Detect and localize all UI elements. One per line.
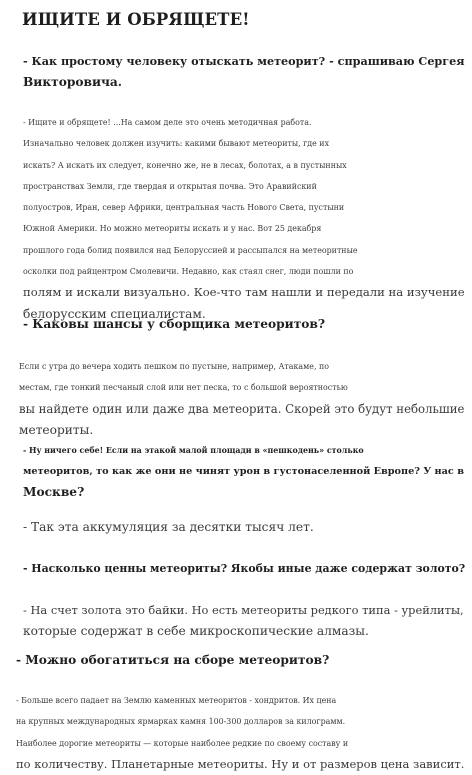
- answer-1-line: искать? А искать их следует, конечно же, не в лесах, болотах, а в пустынных: [23, 160, 347, 170]
- answer-2-line: местам, где тонкий песчаный слой или нет песка, то с большой вероятностью: [19, 383, 348, 393]
- answer-1-line: осколки под райцентром Смолевичи. Недавно, как стаял снег, люди пошли по: [23, 267, 354, 277]
- answer-1-line: Южной Америки. Но можно метеориты искать и у нас. Вот 25 декабря: [23, 224, 322, 234]
- answer-2: [19, 356, 464, 441]
- question-3: [23, 440, 464, 503]
- answer-2-line: метеориты.: [19, 422, 94, 437]
- article-heading: ИЩИТЕ И ОБРЯЩЕТЕ!: [22, 10, 250, 29]
- question-5-line: - Можно обогатиться на сборе метеоритов?: [16, 653, 330, 667]
- question-2: [23, 314, 325, 335]
- answer-5: [16, 690, 464, 775]
- answer-1-line: полуостров, Иран, север Африки, центральная часть Нового Света, пустыни: [23, 203, 345, 213]
- answer-4: [23, 600, 464, 643]
- question-5: [16, 650, 329, 671]
- answer-4-line: которые содержат в себе микроскопические алмазы.: [23, 624, 369, 639]
- answer-1-line: - Ищите и обрящете! ...На самом деле это очень методичная работа.: [23, 118, 312, 127]
- answer-1-line: пространствах Земли, где твердая и открытая почва. Это Аравийский: [23, 181, 317, 191]
- answer-1-line: прошлого года болид появился над Белоруссией и рассыпался на метеоритные: [23, 245, 358, 255]
- answer-3-line: - Так эта аккумуляция за десятки тысяч лет.: [23, 520, 314, 534]
- answer-5-line: Наиболее дорогие метеориты — которые наиболее редкие по своему составу и: [16, 738, 349, 748]
- answer-4-line: - На счет золота это байки. Но есть метеориты редкого типа - урейлиты,: [23, 603, 464, 617]
- answer-1-line: белорусским специалистам.: [23, 306, 206, 321]
- answer-5-line: по количеству. Планетарные метеориты. Ну и от размеров цена зависит.: [16, 756, 465, 771]
- answer-5-line: на крупных международных ярмарках камня 100-300 долларов за килограмм.: [16, 717, 346, 727]
- answer-1: [23, 112, 465, 325]
- question-3-line: Москве?: [23, 485, 85, 499]
- answer-3: [23, 517, 314, 538]
- question-1-line: - Как простому человеку отыскать метеорит? - спрашиваю Сергея: [23, 54, 465, 68]
- question-1-line: Викторовича.: [23, 75, 123, 89]
- question-2-line: - Каковы шансы у сборщика метеоритов?: [23, 317, 325, 331]
- question-4-line: - Насколько ценны метеориты? Якобы иные даже содержат золото?: [23, 562, 466, 575]
- answer-1-line: полям и искали визуально. Кое-что там нашли и передали на изучение: [23, 285, 465, 300]
- question-3-line: метеоритов, то как же они не чинят урон в густонаселенной Европе? У нас в: [23, 466, 464, 477]
- question-1: [23, 51, 465, 93]
- answer-2-line: Если с утра до вечера ходить пешком по пустыне, например, Атакаме, по: [19, 362, 329, 371]
- answer-5-line: - Больше всего падает на Землю каменных метеоритов - хондритов. Их цена: [16, 696, 337, 705]
- question-3-line: - Ну ничего себе! Если на этакой малой площади в «пешкодень» столько: [23, 446, 364, 455]
- answer-1-line: Изначально человек должен изучить: какими бывают метеориты, где их: [23, 139, 330, 149]
- question-4: [23, 558, 465, 579]
- answer-2-line: вы найдете один или даже два метеорита. Скорей это будут небольшие: [19, 401, 465, 416]
